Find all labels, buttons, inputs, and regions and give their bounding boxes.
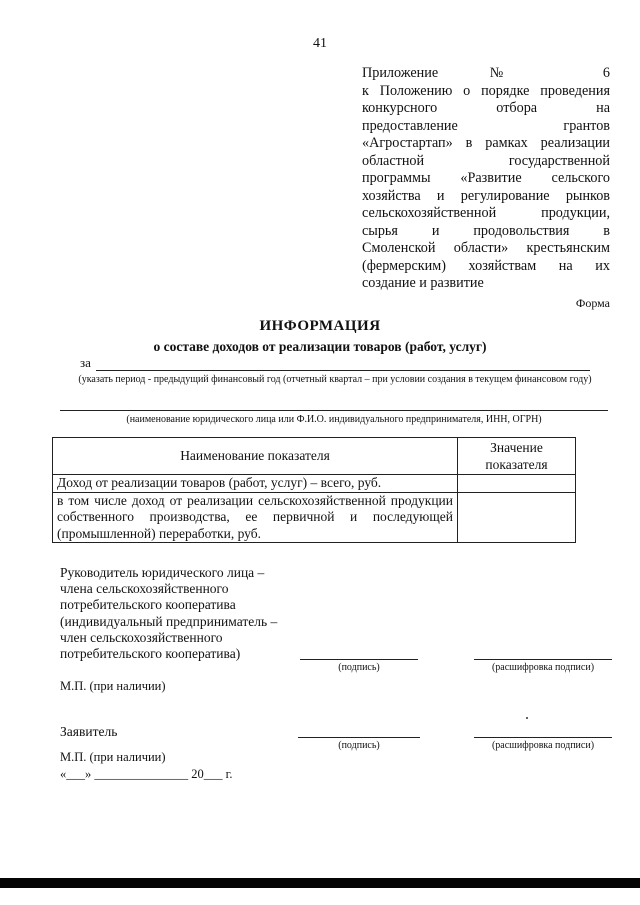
table-row	[53, 475, 576, 493]
appendix-line: предоставление грантов	[362, 117, 610, 134]
appendix-line: конкурсного отбора на	[362, 100, 610, 116]
appendix-line: Смоленской области» крестьянским	[362, 240, 610, 256]
page-number: 41	[313, 36, 327, 51]
applicant-signature-hint: (подпись)	[338, 740, 380, 751]
entity-field[interactable]	[60, 410, 608, 411]
applicant-stamp: М.П. (при наличии)	[60, 750, 166, 764]
document-subtitle: о составе доходов от реализации товаров (работ, услуг)	[153, 339, 487, 354]
signer-line: потребительского кооператива)	[60, 646, 241, 662]
header-value: Значение показателя	[458, 438, 576, 475]
header-name: Наименование показателя	[53, 438, 458, 475]
scan-edge-bar	[0, 878, 640, 888]
row-value-agri[interactable]	[458, 492, 576, 543]
scan-dot	[526, 717, 528, 719]
signer-line: член сельскохозяйственного	[60, 629, 223, 645]
appendix-line: хозяйства и регулирование рынков	[362, 187, 610, 204]
signer-block	[60, 565, 277, 662]
signer-line: (индивидуальный предприниматель –	[60, 613, 278, 629]
applicant-decoding-hint: (расшифровка подписи)	[491, 740, 595, 751]
applicant-date[interactable]: «___» _______________ 20___ г.	[60, 767, 233, 781]
signer-line: Руководитель юридического лица –	[60, 565, 265, 580]
appendix-line: сельскохозяйственной продукции,	[362, 205, 610, 221]
signer-decoding-field[interactable]	[474, 659, 612, 660]
entity-hint: (наименование юридического лица или Ф.И.О. индивидуального предпринимателя, ИНН, ОГРН)	[126, 414, 542, 425]
period-field[interactable]	[96, 370, 590, 371]
appendix-line: (фермерским) хозяйствам на их	[362, 257, 610, 274]
table-row	[53, 492, 576, 543]
signer-signature-field[interactable]	[300, 659, 418, 660]
applicant-decoding-field[interactable]	[474, 737, 612, 738]
table-header-row	[53, 438, 576, 475]
period-label: за	[80, 355, 91, 370]
income-table	[52, 437, 576, 543]
form-label: Форма	[575, 296, 610, 310]
appendix-line: сырья и продовольствия в	[362, 222, 610, 239]
applicant-label: Заявитель	[60, 724, 118, 739]
appendix-line: Приложение № 6	[362, 65, 610, 81]
signer-decoding-hint: (расшифровка подписи)	[491, 662, 595, 673]
appendix-line: «Агростартап» в рамках реализации	[362, 135, 610, 151]
appendix-line: программы «Развитие сельского	[362, 170, 610, 186]
signer-line: потребительского кооператива	[60, 597, 236, 613]
appendix-block	[362, 65, 610, 293]
signer-stamp: М.П. (при наличии)	[60, 679, 166, 693]
period-hint: (указать период - предыдущий финансовый год (отчетный квартал – при условии создания в текущем финансовом году)	[78, 374, 592, 385]
row-name-agri: в том числе доход от реализации сельскохозяйственной продукции собственного производства, ее первичной и последующей (промышленной) переработки, руб.	[53, 492, 458, 543]
signer-signature-hint: (подпись)	[338, 662, 380, 673]
document-title: ИНФОРМАЦИЯ	[259, 318, 381, 334]
signer-line: члена сельскохозяйственного	[60, 581, 229, 597]
appendix-line: создание и развитие	[362, 275, 484, 291]
appendix-line: к Положению о порядке проведения	[362, 82, 610, 99]
appendix-line: областной государственной	[362, 152, 610, 169]
applicant-signature-field[interactable]	[298, 737, 420, 738]
row-value-total[interactable]	[458, 475, 576, 493]
row-name-total: Доход от реализации товаров (работ, услуг) – всего, руб.	[53, 475, 458, 493]
